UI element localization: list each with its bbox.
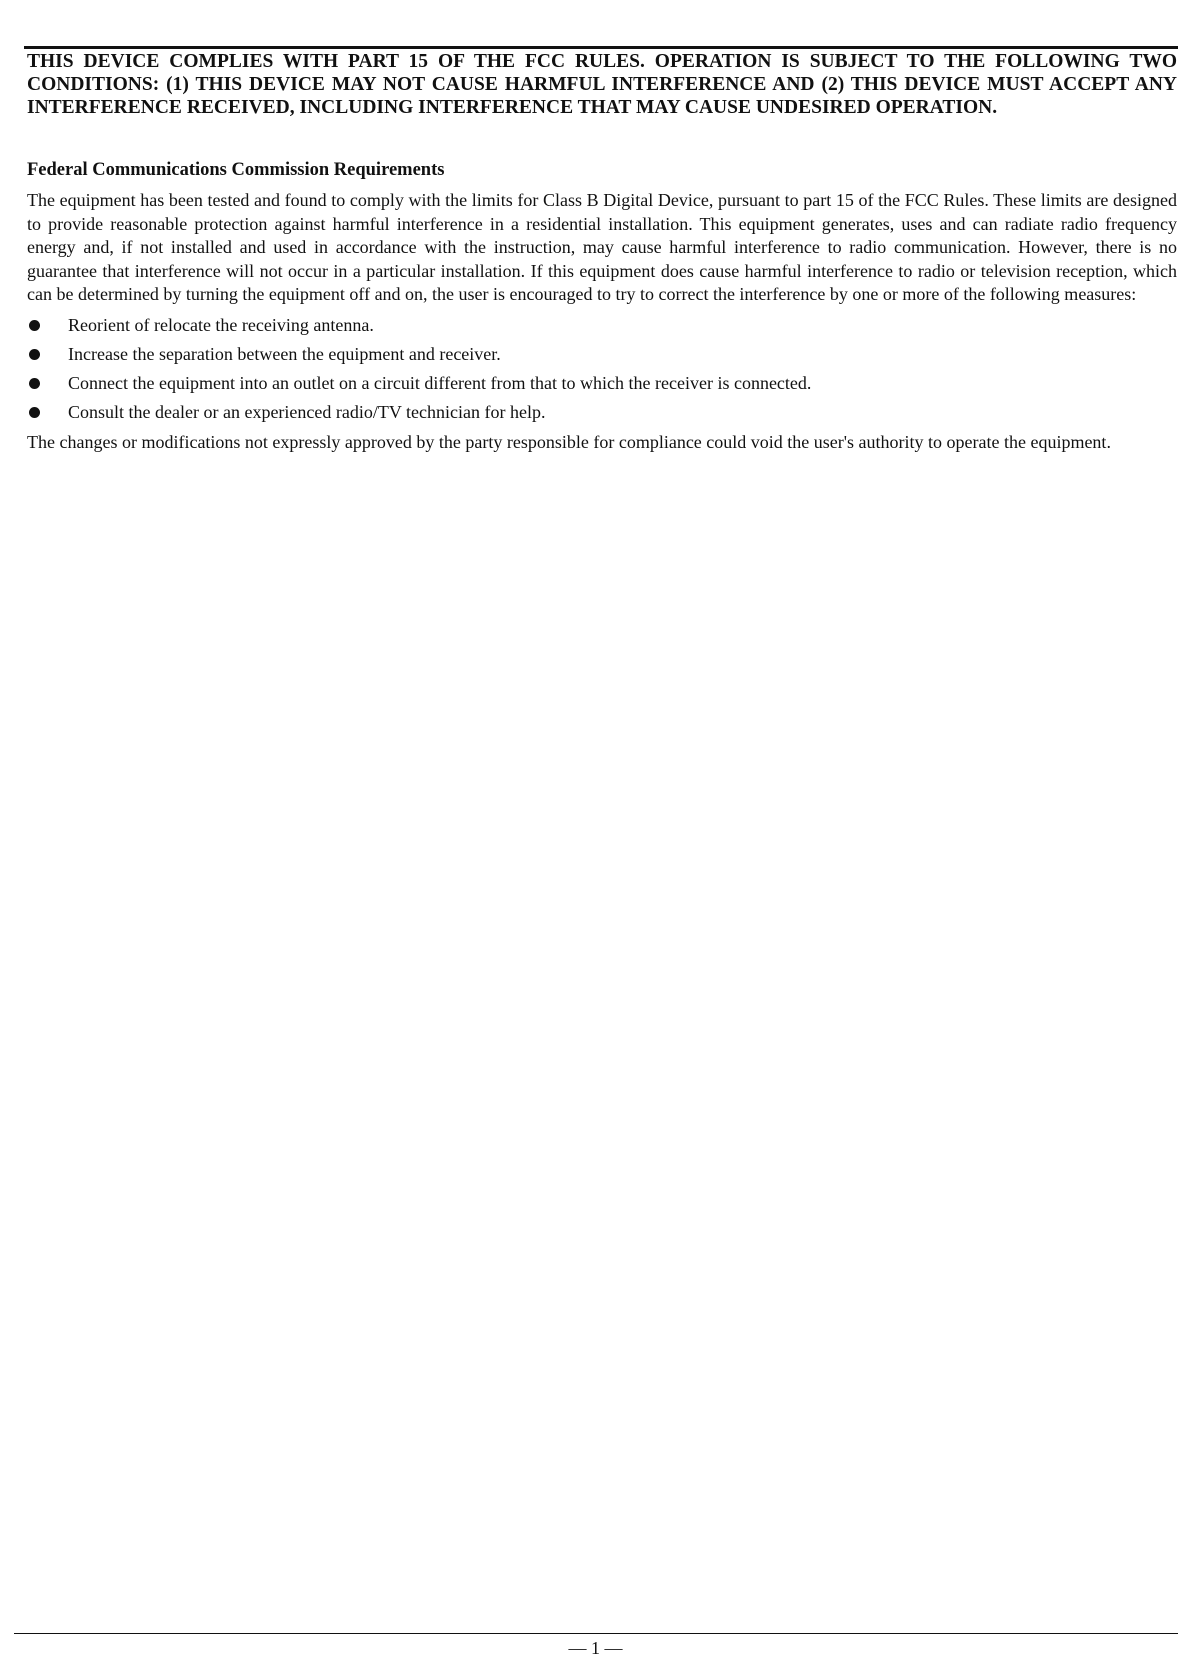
measure-text: Connect the equipment into an outlet on a circuit different from that to which the receiver is connected. (68, 372, 812, 393)
intro-paragraph: The equipment has been tested and found to comply with the limits for Class B Digital Device, pursuant to part 15 of the FCC Rules. These limits are designed to provide reasonable protection against harmful interference in a residential installation. This equipment generates, uses and can radiate radio frequency energy and, if not installed and used in accordance with the instruction, may cause harmful interference to radio communication. However, there is no guarantee that interference will not occur in a particular installation. If this equipment does cause harmful interference to radio or television reception, which can be determined by turning the equipment off and on, the user is encouraged to try to correct the interference by one or more of the following measures: (27, 190, 1177, 304)
list-item (27, 340, 1177, 369)
closing-paragraph: The changes or modifications not expressly approved by the party responsible for compliance could void the user's authority to operate the equipment. (27, 431, 1111, 452)
bullet-icon (29, 349, 40, 360)
bullet-icon (29, 320, 40, 331)
bullet-icon (29, 407, 40, 418)
bullet-icon (29, 378, 40, 389)
fcc-compliance-statement: THIS DEVICE COMPLIES WITH PART 15 OF THE FCC RULES. OPERATION IS SUBJECT TO THE FOLLOWING TWO CONDITIONS: (1) THIS DEVICE MAY NOT CAUSE HARMFUL INTERFERENCE AND (2) THIS DEVICE MUST ACCEPT ANY INTERFERENCE RECEIVED, INCLUDING INTERFERENCE THAT MAY CAUSE UNDESIRED OPERATION. (27, 51, 1177, 118)
measures-list (27, 311, 1177, 427)
section-body (27, 189, 1177, 454)
list-item (27, 398, 1177, 427)
bottom-rule (14, 1633, 1178, 1634)
list-item (27, 311, 1177, 340)
section-title: Federal Communications Commission Requirements (27, 160, 445, 180)
measure-text: Consult the dealer or an experienced radio/TV technician for help. (68, 401, 546, 422)
page-number: — 1 — (568, 1638, 623, 1658)
list-item (27, 369, 1177, 398)
top-rule (24, 46, 1178, 49)
measure-text: Reorient of relocate the receiving antenna. (68, 314, 374, 335)
measure-text: Increase the separation between the equipment and receiver. (68, 343, 501, 364)
